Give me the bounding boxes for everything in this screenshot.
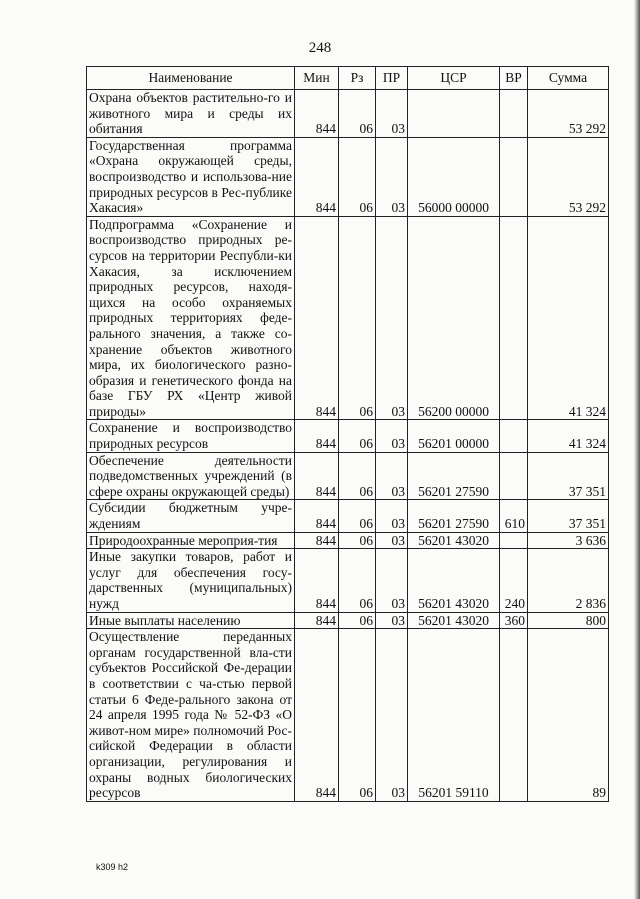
row-name: Осуществление переданных органам государственной вла-сти субъектов Российской Фе-дерации в соответствии с ча-стью первой статьи 6 Феде-рального закона от 24 апреля 1995 года № 52-ФЗ «О живот-ном мире» полномочий Рос-сийской Федерации в области организации, регулирования и охраны водных биологических ресурсов bbox=[87, 629, 295, 802]
row-rz: 06 bbox=[339, 612, 376, 629]
header-sum: Сумма bbox=[528, 67, 609, 90]
row-pr: 03 bbox=[376, 90, 408, 138]
scan-edge-shadow bbox=[634, 0, 640, 899]
row-pr: 03 bbox=[376, 420, 408, 452]
row-sum: 89 bbox=[528, 629, 609, 802]
row-pr: 03 bbox=[376, 452, 408, 500]
header-name: Наименование bbox=[87, 67, 295, 90]
row-vr: 360 bbox=[500, 612, 528, 629]
table-row bbox=[87, 216, 609, 420]
budget-table bbox=[86, 66, 609, 802]
row-rz: 06 bbox=[339, 216, 376, 420]
row-sum: 800 bbox=[528, 612, 609, 629]
row-rz: 06 bbox=[339, 90, 376, 138]
row-name: Иные закупки товаров, работ и услуг для обеспечения госу-дарственных (муниципальных) нужд bbox=[87, 549, 295, 612]
row-rz: 06 bbox=[339, 420, 376, 452]
header-rz: Рз bbox=[339, 67, 376, 90]
row-csr: 56200 00000 bbox=[408, 216, 500, 420]
header-csr: ЦСР bbox=[408, 67, 500, 90]
row-rz: 06 bbox=[339, 137, 376, 216]
row-rz: 06 bbox=[339, 452, 376, 500]
row-name: Сохранение и воспроизводство природных ресурсов bbox=[87, 420, 295, 452]
table-row bbox=[87, 137, 609, 216]
header-vr: ВР bbox=[500, 67, 528, 90]
table-row bbox=[87, 452, 609, 500]
row-csr: 56201 59110 bbox=[408, 629, 500, 802]
row-min: 844 bbox=[295, 420, 339, 452]
row-rz: 06 bbox=[339, 500, 376, 532]
row-vr bbox=[500, 452, 528, 500]
row-vr bbox=[500, 137, 528, 216]
table-row bbox=[87, 532, 609, 549]
row-vr bbox=[500, 532, 528, 549]
row-sum: 41 324 bbox=[528, 216, 609, 420]
row-csr: 56201 43020 bbox=[408, 612, 500, 629]
table-row bbox=[87, 90, 609, 138]
row-sum: 53 292 bbox=[528, 90, 609, 138]
table-row bbox=[87, 500, 609, 532]
row-csr: 56201 27590 bbox=[408, 500, 500, 532]
row-vr bbox=[500, 216, 528, 420]
row-pr: 03 bbox=[376, 216, 408, 420]
row-vr: 610 bbox=[500, 500, 528, 532]
row-sum: 2 836 bbox=[528, 549, 609, 612]
row-vr: 240 bbox=[500, 549, 528, 612]
row-pr: 03 bbox=[376, 549, 408, 612]
row-csr: 56201 27590 bbox=[408, 452, 500, 500]
row-sum: 41 324 bbox=[528, 420, 609, 452]
row-vr bbox=[500, 90, 528, 138]
row-min: 844 bbox=[295, 500, 339, 532]
row-min: 844 bbox=[295, 532, 339, 549]
row-pr: 03 bbox=[376, 137, 408, 216]
row-vr bbox=[500, 629, 528, 802]
row-min: 844 bbox=[295, 549, 339, 612]
document-code: k309 h2 bbox=[96, 862, 129, 872]
row-min: 844 bbox=[295, 452, 339, 500]
header-row bbox=[87, 67, 609, 90]
row-csr: 56201 43020 bbox=[408, 549, 500, 612]
header-min: Мин bbox=[295, 67, 339, 90]
row-min: 844 bbox=[295, 629, 339, 802]
table-row bbox=[87, 612, 609, 629]
table-row bbox=[87, 420, 609, 452]
row-min: 844 bbox=[295, 612, 339, 629]
row-sum: 37 351 bbox=[528, 500, 609, 532]
row-csr bbox=[408, 90, 500, 138]
page-number: 248 bbox=[308, 40, 332, 56]
row-min: 844 bbox=[295, 90, 339, 138]
row-pr: 03 bbox=[376, 500, 408, 532]
row-sum: 53 292 bbox=[528, 137, 609, 216]
row-name: Государственная программа «Охрана окружающей среды, воспроизводство и использова-ние природных ресурсов в Рес-публике Хакасия» bbox=[87, 137, 295, 216]
row-pr: 03 bbox=[376, 612, 408, 629]
row-sum: 3 636 bbox=[528, 532, 609, 549]
row-vr bbox=[500, 420, 528, 452]
row-rz: 06 bbox=[339, 549, 376, 612]
row-csr: 56201 43020 bbox=[408, 532, 500, 549]
row-name: Природоохранные мероприя-тия bbox=[87, 532, 295, 549]
row-min: 844 bbox=[295, 216, 339, 420]
row-sum: 37 351 bbox=[528, 452, 609, 500]
row-pr: 03 bbox=[376, 629, 408, 802]
row-name: Охрана объектов растительно-го и животного мира и среды их обитания bbox=[87, 90, 295, 138]
row-name: Субсидии бюджетным учре-ждениям bbox=[87, 500, 295, 532]
row-rz: 06 bbox=[339, 532, 376, 549]
row-rz: 06 bbox=[339, 629, 376, 802]
row-csr: 56201 00000 bbox=[408, 420, 500, 452]
row-csr: 56000 00000 bbox=[408, 137, 500, 216]
row-min: 844 bbox=[295, 137, 339, 216]
row-name: Обеспечение деятельности подведомственных учреждений (в сфере охраны окружающей среды) bbox=[87, 452, 295, 500]
row-name: Иные выплаты населению bbox=[87, 612, 295, 629]
row-pr: 03 bbox=[376, 532, 408, 549]
table-row bbox=[87, 549, 609, 612]
row-name: Подпрограмма «Сохранение и воспроизводство природных ре-сурсов на территории Республи-ки Хакасия, за исключением природных ресурсов, находя-щихся на особо охраняемых природных территориях феде-рального значения, а также со-хранение объектов животного мира, их биологического разно-образия и генетического фонда на базе ГБУ РХ «Центр живой природы» bbox=[87, 216, 295, 420]
header-pr: ПР bbox=[376, 67, 408, 90]
table-row bbox=[87, 629, 609, 802]
